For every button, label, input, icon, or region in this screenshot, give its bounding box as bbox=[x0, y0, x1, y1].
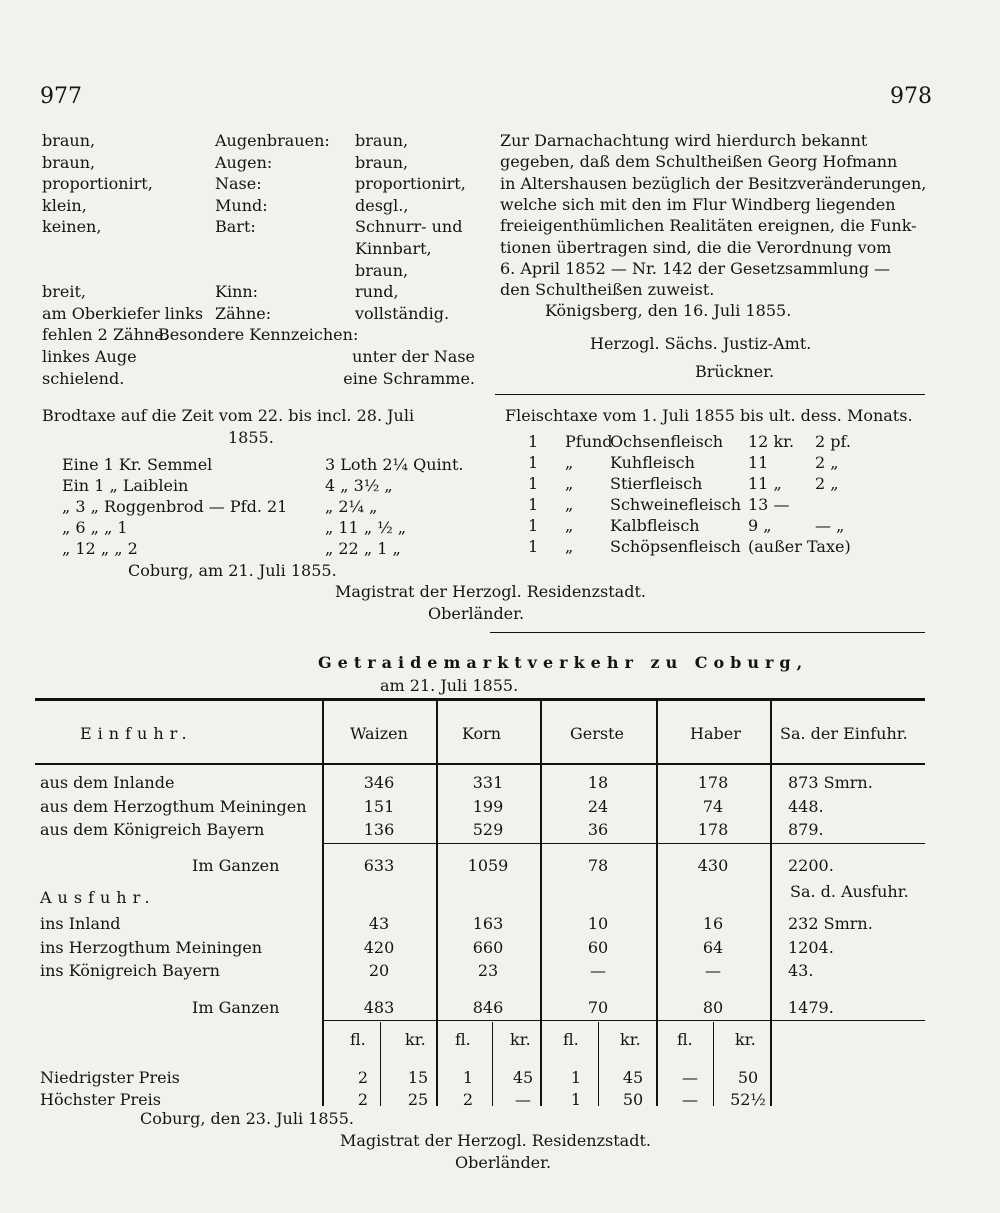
table-cell: 199 bbox=[472, 796, 504, 816]
price-unit: kr. bbox=[510, 1030, 531, 1049]
signalement-label: Mund: bbox=[215, 195, 268, 215]
brodtaxe-weight: „ 11 „ ½ „ bbox=[325, 518, 407, 537]
price-cell: 1 bbox=[570, 1068, 582, 1087]
signalement-value: klein, bbox=[42, 195, 87, 215]
brodtaxe-authority: Magistrat der Herzogl. Residenzstadt. bbox=[335, 582, 646, 601]
price-row-label: Höchster Preis bbox=[40, 1090, 161, 1109]
table-cell: 70 bbox=[587, 998, 609, 1017]
signalement-value: braun, bbox=[355, 260, 409, 280]
fleischtaxe-unit: „ bbox=[565, 453, 574, 472]
fleischtaxe-pf: 2 „ bbox=[815, 474, 839, 493]
price-cell: 2 bbox=[357, 1090, 369, 1109]
signalement-label: Augenbrauen: bbox=[215, 131, 330, 150]
brodtaxe-weight: „ 2¼ „ bbox=[325, 497, 378, 516]
getraide-authority: Magistrat der Herzogl. Residenzstadt. bbox=[340, 1131, 651, 1150]
price-cell: 15 bbox=[407, 1068, 429, 1087]
table-row-label: ins Königreich Bayern bbox=[40, 961, 220, 980]
price-cell: — bbox=[682, 1068, 698, 1087]
price-cell: 2 bbox=[462, 1090, 474, 1109]
table-cell: 163 bbox=[472, 914, 504, 933]
fleischtaxe-qty: 1 bbox=[528, 453, 539, 472]
table-cell: — bbox=[705, 961, 721, 980]
table-column-rule bbox=[322, 701, 324, 1106]
divider bbox=[495, 394, 925, 395]
column-header: Gerste bbox=[570, 724, 625, 743]
signalement-label: Bart: bbox=[215, 217, 256, 237]
table-cell: 64 bbox=[702, 937, 724, 957]
table-cell: 1059 bbox=[467, 856, 509, 875]
table-cell: 529 bbox=[472, 820, 504, 839]
mark-right: eine Schramme. bbox=[343, 369, 475, 388]
table-cell: 10 bbox=[587, 914, 609, 933]
fleischtaxe-title: Fleischtaxe vom 1. Juli 1855 bis ult. dess. Monats. bbox=[505, 406, 913, 425]
signalement-label: Zähne: bbox=[215, 303, 272, 323]
table-cell: 20 bbox=[368, 961, 390, 980]
price-cell: 25 bbox=[407, 1090, 429, 1109]
table-cell: 178 bbox=[697, 820, 729, 839]
notice-signature: Brückner. bbox=[695, 362, 775, 381]
fleischtaxe-kr: 12 kr. bbox=[748, 432, 795, 451]
signalement-value: rund, bbox=[355, 282, 399, 302]
price-cell: 50 bbox=[737, 1068, 759, 1087]
fleischtaxe-kr: 9 „ bbox=[748, 516, 772, 535]
brodtaxe-item: „ 3 „ Roggenbrod — Pfd. 21 bbox=[62, 497, 288, 516]
brodtaxe-item: Eine 1 Kr. Semmel bbox=[62, 455, 213, 474]
brodtaxe-item: Ein 1 „ Laiblein bbox=[62, 476, 189, 495]
column-header: Waizen bbox=[350, 724, 408, 743]
fleischtaxe-qty: 1 bbox=[528, 432, 539, 451]
table-cell: 483 bbox=[363, 998, 395, 1017]
table-column-rule bbox=[492, 1022, 493, 1106]
table-cell: 43 bbox=[368, 914, 390, 933]
table-cell: 633 bbox=[363, 856, 395, 875]
price-unit: fl. bbox=[455, 1030, 471, 1049]
getraide-signature: Oberländer. bbox=[455, 1153, 552, 1172]
fleischtaxe-pf: 2 pf. bbox=[815, 432, 851, 451]
notice-line: welche sich mit den im Flur Windberg liegenden bbox=[500, 194, 896, 214]
fleischtaxe-unit: „ bbox=[565, 516, 574, 535]
table-cell: 74 bbox=[702, 796, 724, 816]
signalement-value: vollständig. bbox=[355, 303, 450, 323]
table-cell-sum: 879. bbox=[788, 820, 824, 839]
signalement-value: am Oberkiefer links bbox=[42, 303, 204, 323]
table-row-label: aus dem Herzogthum Meiningen bbox=[40, 796, 307, 816]
page-number-left: 977 bbox=[40, 84, 82, 109]
table-cell: — bbox=[590, 961, 606, 980]
signalement-value: fehlen 2 Zähne. bbox=[42, 325, 169, 345]
fleischtaxe-item: Schöpsenfleisch bbox=[610, 537, 741, 556]
table-cell-sum: 1204. bbox=[788, 937, 834, 957]
getraide-place-date: Coburg, den 23. Juli 1855. bbox=[140, 1109, 354, 1128]
section-heading: Sa. d. Ausfuhr. bbox=[790, 882, 909, 901]
table-cell: 430 bbox=[697, 856, 729, 875]
price-row-label: Niedrigster Preis bbox=[40, 1068, 180, 1087]
fleischtaxe-item: Ochsenfleisch bbox=[610, 432, 724, 451]
fleischtaxe-unit: Pfund bbox=[565, 432, 613, 451]
mark-left: schielend. bbox=[42, 369, 125, 388]
signalement-value: Kinnbart, bbox=[355, 239, 432, 258]
notice-line: 6. April 1852 — Nr. 142 der Gesetzsammlung — bbox=[500, 258, 891, 278]
signalement-value: desgl., bbox=[355, 195, 409, 215]
table-cell-sum: 2200. bbox=[788, 856, 834, 875]
table-cell-sum: 232 Smrn. bbox=[788, 914, 873, 933]
brodtaxe-title: Brodtaxe auf die Zeit vom 22. bis incl. 28. Juli bbox=[42, 406, 415, 425]
table-cell: 36 bbox=[587, 820, 609, 839]
brodtaxe-item: „ 6 „ „ 1 bbox=[62, 518, 128, 537]
signalement-value: braun, bbox=[42, 131, 96, 150]
mark-left: linkes Auge bbox=[42, 347, 137, 366]
column-header: Haber bbox=[690, 724, 741, 743]
brodtaxe-weight: 4 „ 3½ „ bbox=[325, 476, 393, 495]
price-unit: fl. bbox=[350, 1030, 366, 1049]
signalement-value: proportionirt, bbox=[42, 174, 153, 194]
signalement-label: Nase: bbox=[215, 174, 262, 194]
signalement-label: Kinn: bbox=[215, 282, 259, 302]
price-cell: 45 bbox=[622, 1068, 644, 1087]
price-cell: — bbox=[515, 1090, 531, 1109]
table-cell-sum: 1479. bbox=[788, 998, 834, 1017]
notice-place-date: Königsberg, den 16. Juli 1855. bbox=[545, 301, 792, 320]
getraide-date: am 21. Juli 1855. bbox=[380, 676, 519, 695]
column-header: Sa. der Einfuhr. bbox=[780, 724, 908, 743]
table-cell: 151 bbox=[363, 796, 395, 816]
table-column-rule bbox=[540, 701, 542, 1106]
table-cell: 346 bbox=[363, 773, 395, 792]
brodtaxe-year: 1855. bbox=[228, 428, 274, 447]
fleischtaxe-qty: 1 bbox=[528, 516, 539, 535]
brodtaxe-place-date: Coburg, am 21. Juli 1855. bbox=[128, 561, 337, 580]
fleischtaxe-unit: „ bbox=[565, 474, 574, 493]
table-rule bbox=[322, 843, 925, 844]
section-heading: Ausfuhr. bbox=[40, 888, 156, 907]
table-cell: 80 bbox=[702, 998, 724, 1017]
signalement-value: proportionirt, bbox=[355, 174, 466, 194]
table-cell: 24 bbox=[587, 796, 609, 816]
getraide-title: Getraidemarktverkehr zu Coburg, bbox=[318, 653, 809, 672]
column-header: Korn bbox=[462, 724, 502, 743]
price-unit: fl. bbox=[677, 1030, 693, 1049]
table-row-label: Im Ganzen bbox=[192, 998, 280, 1017]
notice-line: Zur Darnachachtung wird hierdurch bekannt bbox=[500, 131, 868, 150]
table-column-rule bbox=[598, 1022, 599, 1106]
price-cell: 52½ bbox=[730, 1090, 766, 1109]
table-row-label: ins Inland bbox=[40, 914, 121, 933]
signalement-value: braun, bbox=[355, 131, 409, 150]
fleischtaxe-item: Schweinefleisch bbox=[610, 495, 742, 514]
table-cell-sum: 873 Smrn. bbox=[788, 773, 873, 792]
signalement-value: Schnurr- und bbox=[355, 217, 463, 237]
fleischtaxe-unit: „ bbox=[565, 495, 574, 514]
fleischtaxe-item: Kalbfleisch bbox=[610, 516, 700, 535]
price-cell: 1 bbox=[570, 1090, 582, 1109]
page-number-right: 978 bbox=[890, 84, 932, 109]
fleischtaxe-item: Stierfleisch bbox=[610, 474, 703, 493]
table-cell: 60 bbox=[587, 937, 609, 957]
table-rule bbox=[322, 1020, 925, 1021]
divider bbox=[490, 632, 925, 633]
notice-line: tionen übertragen sind, die die Verordnung vom bbox=[500, 237, 892, 257]
brodtaxe-item: „ 12 „ „ 2 bbox=[62, 539, 138, 558]
fleischtaxe-kr: 13 — bbox=[748, 495, 790, 514]
column-header: Einfuhr. bbox=[80, 724, 193, 743]
mark-right: unter der Nase bbox=[352, 347, 475, 366]
price-unit: kr. bbox=[405, 1030, 426, 1049]
notice-office: Herzogl. Sächs. Justiz-Amt. bbox=[590, 334, 812, 353]
brodtaxe-weight: 3 Loth 2¼ Quint. bbox=[325, 455, 464, 474]
price-cell: — bbox=[682, 1090, 698, 1109]
table-cell: 23 bbox=[477, 961, 499, 980]
brodtaxe-weight: „ 22 „ 1 „ bbox=[325, 539, 401, 558]
table-cell-sum: 43. bbox=[788, 961, 814, 980]
table-row-label: ins Herzogthum Meiningen bbox=[40, 937, 263, 957]
table-row-label: aus dem Inlande bbox=[40, 773, 175, 792]
notice-line: freieigenthümlichen Realitäten ereignen, die Funk- bbox=[500, 216, 917, 236]
table-cell: 136 bbox=[363, 820, 395, 839]
table-cell: 78 bbox=[587, 856, 609, 875]
brodtaxe-signature: Oberländer. bbox=[428, 604, 525, 623]
table-cell-sum: 448. bbox=[788, 796, 824, 816]
price-unit: kr. bbox=[620, 1030, 641, 1049]
notice-line: den Schultheißen zuweist. bbox=[500, 280, 715, 300]
table-column-rule bbox=[436, 701, 438, 1106]
table-column-rule bbox=[713, 1022, 714, 1106]
price-unit: fl. bbox=[563, 1030, 579, 1049]
signalement-value: braun, bbox=[355, 152, 409, 172]
fleischtaxe-qty: 1 bbox=[528, 537, 539, 556]
signalement-label: Augen: bbox=[215, 152, 273, 172]
table-cell: 420 bbox=[363, 937, 395, 957]
fleischtaxe-pf: — „ bbox=[815, 516, 845, 535]
table-cell: 660 bbox=[472, 937, 504, 957]
signalement-value: braun, bbox=[42, 152, 96, 172]
price-cell: 45 bbox=[512, 1068, 534, 1087]
table-cell: 846 bbox=[472, 998, 504, 1017]
fleischtaxe-kr: 11 bbox=[748, 453, 769, 472]
price-unit: kr. bbox=[735, 1030, 756, 1049]
table-column-rule bbox=[770, 701, 772, 1106]
fleischtaxe-item: Kuhfleisch bbox=[610, 453, 695, 472]
table-cell: 16 bbox=[702, 914, 724, 933]
price-cell: 50 bbox=[622, 1090, 644, 1109]
table-cell: 331 bbox=[472, 773, 504, 792]
notice-line: in Altershausen bezüglich der Besitzveränderungen, bbox=[500, 173, 927, 193]
table-row-label: aus dem Königreich Bayern bbox=[40, 820, 265, 839]
fleischtaxe-qty: 1 bbox=[528, 495, 539, 514]
table-row-label: Im Ganzen bbox=[192, 856, 280, 875]
fleischtaxe-pf: 2 „ bbox=[815, 453, 839, 472]
table-rule bbox=[35, 763, 925, 765]
signalement-value: keinen, bbox=[42, 217, 102, 237]
price-cell: 2 bbox=[357, 1068, 369, 1087]
table-cell: 178 bbox=[697, 773, 729, 792]
notice-line: gegeben, daß dem Schultheißen Georg Hofmann bbox=[500, 152, 898, 172]
fleischtaxe-kr: 11 „ bbox=[748, 474, 782, 493]
table-cell: 18 bbox=[587, 773, 609, 792]
fleischtaxe-qty: 1 bbox=[528, 474, 539, 493]
fleischtaxe-kr: (außer Taxe) bbox=[748, 537, 851, 556]
table-column-rule bbox=[656, 701, 658, 1106]
price-cell: 1 bbox=[462, 1068, 474, 1087]
marks-heading: Besondere Kennzeichen: bbox=[158, 325, 359, 344]
signalement-value: breit, bbox=[42, 282, 86, 302]
fleischtaxe-unit: „ bbox=[565, 537, 574, 556]
table-rule bbox=[35, 698, 925, 701]
